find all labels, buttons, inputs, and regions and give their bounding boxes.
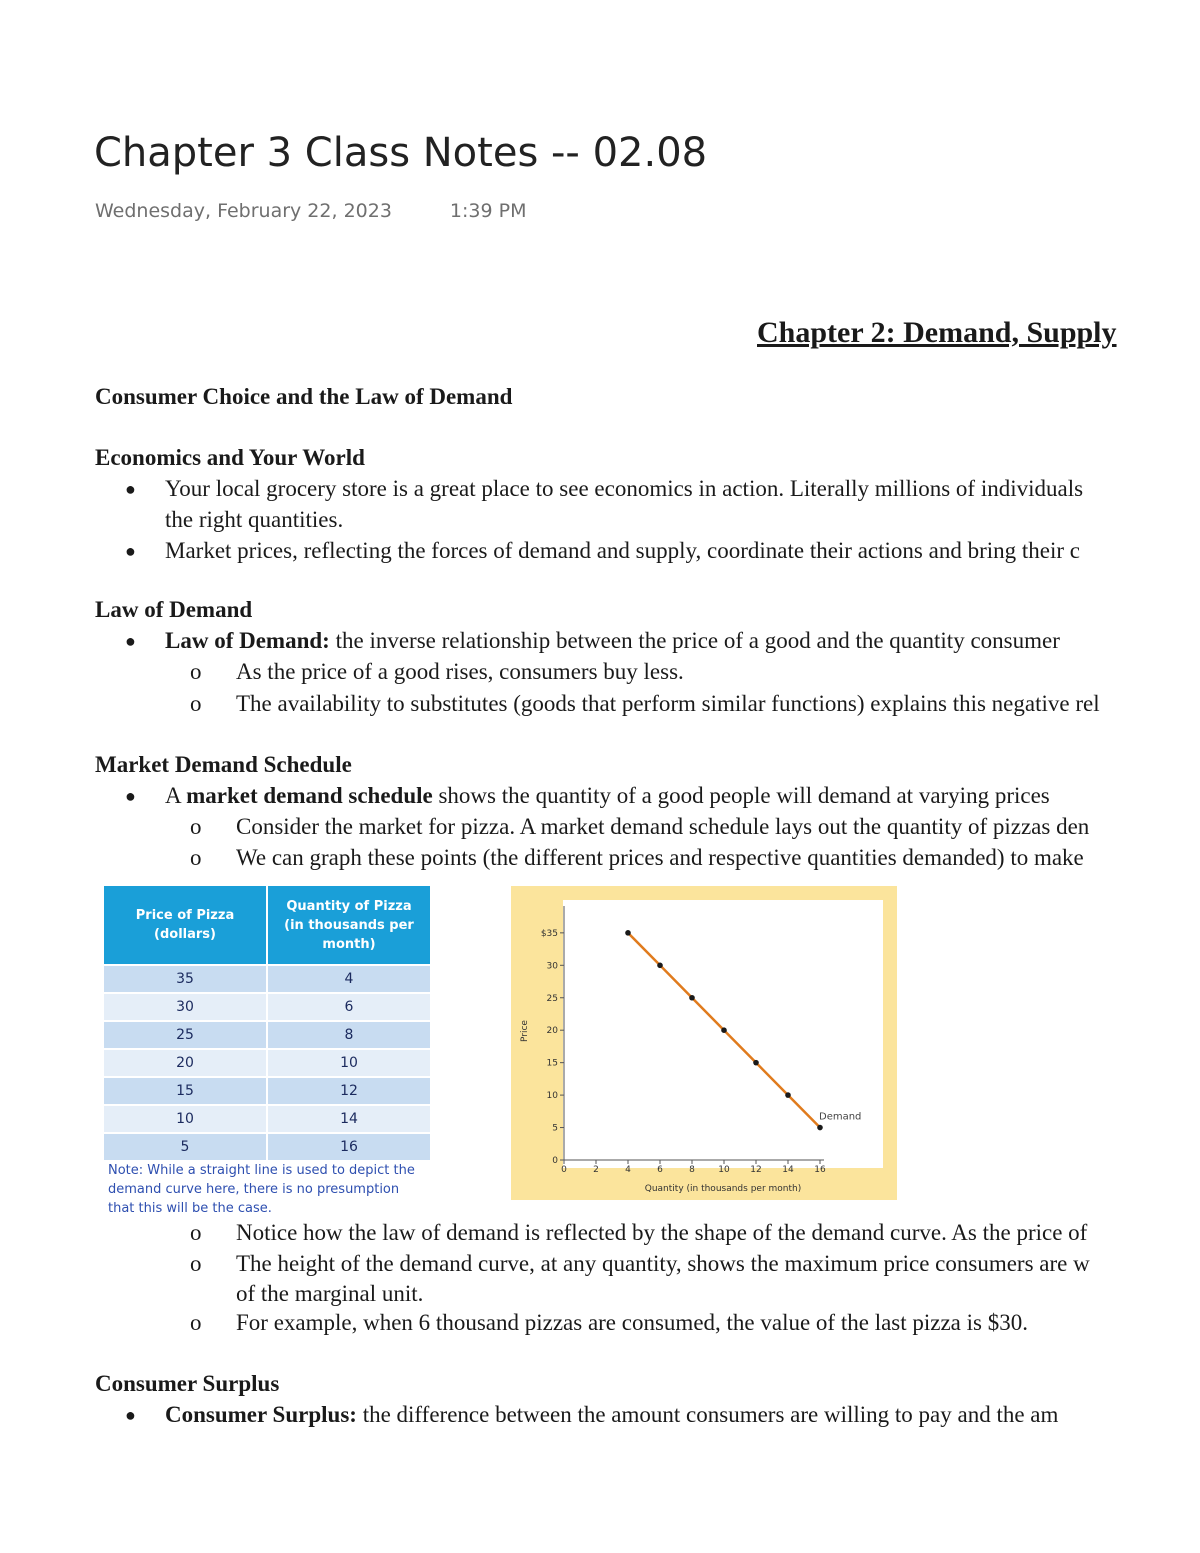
law-of-demand-sub-1: As the price of a good rises, consumers buy less.	[236, 659, 684, 684]
market-demand-sub-1: Consider the market for pizza. A market demand schedule lays out the quantity of pizzas den	[236, 814, 1090, 839]
market-demand-text: shows the quantity of a good people will demand at varying prices	[432, 783, 1050, 808]
bullet-dot: ●	[125, 1405, 136, 1425]
bullet-circle: o	[190, 1251, 202, 1276]
table-row	[104, 1049, 430, 1077]
law-of-demand-sub-2: The availability to substitutes (goods that perform similar functions) explains this negative rel	[236, 691, 1100, 716]
section-heading-econ-world: Economics and Your World	[95, 445, 365, 470]
x-tick-label: 8	[689, 1165, 695, 1175]
table-cell-quantity: 4	[267, 965, 430, 993]
law-of-demand-text: the inverse relationship between the price of a good and the quantity consumer	[329, 628, 1060, 653]
section-heading-law-of-demand: Law of Demand	[95, 597, 253, 622]
table-cell-price: 30	[104, 993, 267, 1021]
market-demand-sub-2: We can graph these points (the different prices and respective quantities demanded) to make	[236, 845, 1084, 870]
data-point	[625, 930, 631, 936]
table-cell-price: 10	[104, 1105, 267, 1133]
table-cell-quantity: 14	[267, 1105, 430, 1133]
y-tick-label: 10	[546, 1091, 558, 1102]
y-tick-label: 0	[552, 1156, 558, 1166]
table-cell-price: 20	[104, 1049, 267, 1077]
table-cell-quantity: 6	[267, 993, 430, 1021]
table-header-row	[104, 886, 430, 965]
y-tick-label: 30	[546, 961, 558, 972]
x-tick-label: 2	[593, 1165, 599, 1175]
table-row	[104, 1105, 430, 1133]
table-row	[104, 1133, 430, 1160]
market-demand-definition	[165, 781, 1050, 811]
econ-world-bullet-1-cont: the right quantities.	[165, 507, 344, 532]
bullet-circle: o	[190, 1220, 202, 1245]
table-header-price: Price of Pizza (dollars)	[104, 886, 267, 965]
table-cell-price: 5	[104, 1133, 267, 1160]
y-tick-label: 15	[546, 1058, 558, 1069]
term-law-of-demand: Law of Demand:	[165, 628, 330, 653]
table-cell-price: 35	[104, 965, 267, 993]
x-axis-label: Quantity (in thousands per month)	[644, 1184, 802, 1194]
series-label-demand: Demand	[819, 1111, 862, 1123]
bullet-circle: o	[190, 1310, 202, 1335]
bullet-dot: ●	[125, 541, 136, 561]
y-tick-label: 20	[546, 1026, 558, 1037]
bullet-dot: ●	[125, 631, 136, 651]
consumer-surplus-definition	[165, 1400, 1058, 1430]
x-tick-label: 16	[814, 1165, 826, 1175]
x-tick-label: 4	[625, 1165, 631, 1175]
y-tick-label: 5	[552, 1123, 558, 1134]
x-tick-label: 0	[561, 1165, 567, 1175]
note-date: Wednesday, February 22, 2023	[95, 200, 392, 222]
term-consumer-surplus: Consumer Surplus:	[165, 1402, 357, 1427]
table-cell-quantity: 8	[267, 1021, 430, 1049]
x-tick-label: 12	[750, 1165, 762, 1175]
note-time: 1:39 PM	[449, 200, 527, 222]
market-demand-after-2: The height of the demand curve, at any quantity, shows the maximum price consumers are w	[236, 1251, 1090, 1276]
econ-world-bullet-2: Market prices, reflecting the forces of demand and supply, coordinate their actions and bring their c	[165, 538, 1080, 563]
y-tick-label: $35	[540, 928, 558, 939]
chart-plot-area	[563, 900, 883, 1168]
data-point	[689, 995, 695, 1001]
section-heading-market-demand: Market Demand Schedule	[95, 752, 352, 777]
demand-chart	[511, 886, 897, 1200]
bullet-dot: ●	[125, 479, 136, 499]
data-point	[817, 1125, 823, 1131]
page-title: Chapter 3 Class Notes -- 02.08	[94, 130, 708, 176]
y-tick-label: 25	[546, 993, 558, 1004]
table-row	[104, 993, 430, 1021]
table-header-quantity: Quantity of Pizza (in thousands per month)	[267, 886, 430, 965]
table-cell-quantity: 12	[267, 1077, 430, 1105]
section-heading-consumer-choice: Consumer Choice and the Law of Demand	[95, 384, 513, 409]
table-cell-quantity: 16	[267, 1133, 430, 1160]
demand-chart-svg	[511, 886, 897, 1200]
table-row	[104, 1021, 430, 1049]
y-axis-label: Price	[520, 1020, 530, 1042]
table-note: Note: While a straight line is used to depict the demand curve here, there is no presumption that this will be the case.	[108, 1163, 415, 1216]
table-row	[104, 1077, 430, 1105]
bullet-circle: o	[190, 691, 202, 716]
table-cell-price: 15	[104, 1077, 267, 1105]
term-market-demand-schedule: market demand schedule	[186, 783, 433, 808]
table-cell-quantity: 10	[267, 1049, 430, 1077]
market-demand-after-2-cont: of the marginal unit.	[236, 1281, 424, 1306]
data-point	[721, 1027, 727, 1033]
bullet-circle: o	[190, 659, 202, 684]
data-point	[753, 1060, 759, 1066]
section-heading-consumer-surplus: Consumer Surplus	[95, 1371, 280, 1396]
note-metadata	[95, 200, 526, 222]
bullet-dot: ●	[125, 786, 136, 806]
demand-schedule-table	[104, 886, 430, 1160]
x-tick-label: 14	[782, 1165, 794, 1175]
econ-world-bullet-1: Your local grocery store is a great place to see economics in action. Literally millions of individuals	[165, 476, 1084, 501]
table-row	[104, 965, 430, 993]
market-demand-after-3: For example, when 6 thousand pizzas are consumed, the value of the last pizza is $30.	[236, 1310, 1028, 1335]
x-tick-label: 10	[718, 1165, 730, 1175]
data-point	[785, 1092, 791, 1098]
chapter-heading: Chapter 2: Demand, Supply	[757, 316, 1117, 349]
bullet-circle: o	[190, 814, 202, 839]
x-tick-label: 6	[657, 1165, 663, 1175]
table-cell-price: 25	[104, 1021, 267, 1049]
data-point	[657, 963, 663, 969]
consumer-surplus-text: the difference between the amount consumers are willing to pay and the am	[356, 1402, 1059, 1427]
law-of-demand-definition	[165, 626, 1060, 656]
market-demand-after-1: Notice how the law of demand is reflected by the shape of the demand curve. As the price of	[236, 1220, 1088, 1245]
bullet-circle: o	[190, 845, 202, 870]
market-demand-pre: A	[165, 783, 187, 808]
